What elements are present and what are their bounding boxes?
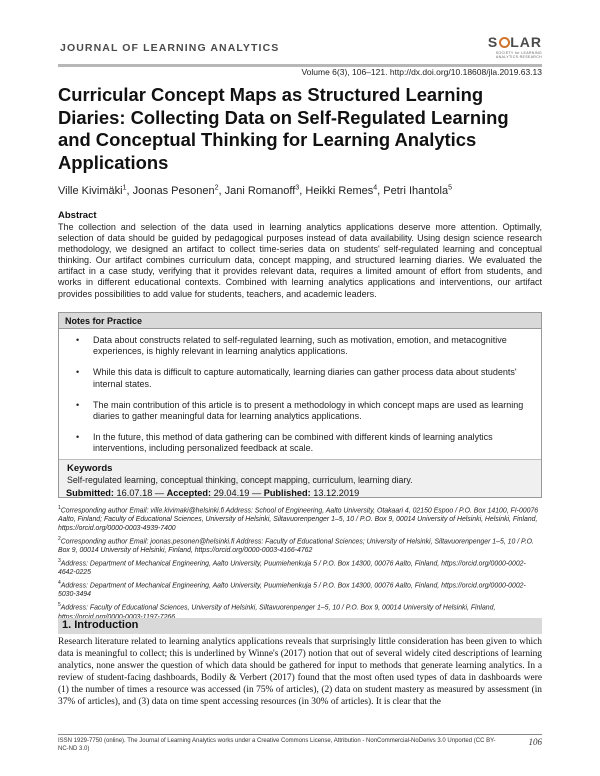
submitted-date: 16.07.18 [116, 488, 153, 498]
notes-heading-bar [59, 313, 541, 329]
footer-license: ISSN 1929-7750 (online). The Journal of Learning Analytics works under a Creative Commons License, Attribution - NonCommercial-NoDerivs 3.0 Unported (CC BY-NC-ND 3.0) [58, 738, 496, 752]
note-text: The main contribution of this article is to present a methodology in which concept maps are used as learning diaries to gather meaningful data for learning analytics applications. [93, 399, 524, 422]
footnote-marker: 3 [58, 558, 61, 565]
correspondence-item [58, 557, 542, 578]
logo-subtitle-line-2: ANALYTICS RESEARCH [495, 55, 542, 60]
author-name: Petri Ihantola [383, 184, 449, 197]
footer-divider [58, 734, 542, 735]
correspondence-text: Address: Department of Mechanical Engineering, Aalto University, Puumiehenkuja 5 / P.O. Box 14300, 00076 Aalto, Finland, https://orcid.org/0000-0002-4642-0225 [58, 560, 526, 577]
introduction-text: Research literature related to learning analytics applications reveals that surprisingly little consideration has been given to which data is meaningful to collect; this is underlined by Winne's (2017) notion that out of several widely cited descriptions of learning analytics, none answer the question of which data should be gathered for input to methods that generate learning analytics. In a review of student-facing dashboards, Bodily & Verbert (2017) found that the most often used types of data in dashboards were (1) the number of times a resource was accessed (in 75% of articles), (2) data on student mastery as measured by assessment (in 37% of articles), and (3) data on time spent accessing resources (in 30% of articles). It is clear that the [58, 637, 542, 707]
author-affil-sup: 3 [295, 184, 300, 191]
notes-heading: Notes for Practice [65, 316, 143, 326]
accepted-date: 29.04.19 [213, 488, 250, 498]
author-list [58, 184, 452, 197]
article-title: Curricular Concept Maps as Structured Learning Diaries: Collecting Data on Self-Regulated Learning and Conceptual Thinking for Learning Analytics Applications [58, 84, 509, 173]
author-name: Heikki Remes [305, 184, 374, 197]
bullet-icon: • [76, 399, 80, 410]
author-separator: , [377, 184, 384, 197]
logo-letter-s: S [487, 34, 499, 50]
published-label: Published: [263, 488, 311, 498]
list-item [75, 432, 535, 454]
submitted-label: Submitted: [66, 488, 114, 498]
footnote-marker: 4 [58, 580, 61, 587]
journal-header [58, 34, 542, 62]
notes-list [75, 335, 535, 465]
author-separator: , [299, 184, 306, 197]
author-4 [305, 185, 383, 197]
published-date: 13.12.2019 [313, 488, 360, 498]
correspondence-text: Corresponding author Email: ville.kivimaki@helsinki.fi Address: School of Engineering, Aalto University, Otakaari 4, 02150 Espoo / P.O. Box 14100, FI-00076 Aalto, Finland; Faculty of Educational Sciences, University of Helsinki, Siltavuorenpenger 1–5, 10 / P.O. Box 9, 00014 University of Helsinki, Helsinki, Finland, https://orcid.org/0000-0003-4939-7400 [58, 507, 539, 533]
list-item [75, 335, 535, 357]
logo-subtitle-line-1: SOCIETY for LEARNING [495, 51, 542, 55]
page-number: 106 [528, 737, 542, 747]
date-separator: — [154, 488, 165, 498]
solar-logo [482, 34, 542, 62]
author-name: Joonas Pesonen [132, 184, 215, 197]
keywords-heading: Keywords [67, 463, 113, 474]
notes-for-practice-box [58, 312, 542, 498]
logo-subtitle [496, 51, 542, 60]
correspondence-text: Address: Faculty of Educational Sciences, University of Helsinki, Siltavuorenpenger 1–5, 10 / P.O. Box 9, 00014 University of Helsinki, Finland, [60, 604, 496, 612]
logo-ring-icon [499, 37, 510, 48]
bullet-icon: • [76, 335, 80, 345]
note-text: While this data is difficult to capture automatically, learning diaries can gather process data about students' internal states. [93, 367, 517, 389]
author-2 [133, 185, 225, 197]
date-separator: — [251, 488, 262, 498]
correspondence-text: Corresponding author Email: joonas.pesonen@helsinki.fi Address: Faculty of Educational Sciences; University of Helsinki, Siltavuorenpenger 1–5, 10 / P.O. Box 9, 00014 University of Helsinki, Finland, https://orcid.org/0000-0003-4166-4762 [58, 538, 534, 555]
introduction-heading: 1. Introduction [62, 619, 139, 631]
author-1 [58, 185, 133, 197]
logo-letters-lar: LAR [510, 34, 542, 50]
logo-wordmark [488, 34, 542, 50]
accepted-label: Accepted: [166, 488, 212, 498]
footnote-marker: 2 [58, 536, 61, 543]
list-item [75, 400, 535, 422]
author-5 [383, 185, 452, 197]
author-affil-sup: 5 [448, 184, 452, 191]
bullet-icon: • [76, 432, 80, 443]
author-name: Ville Kivimäki [58, 184, 123, 197]
journal-name: JOURNAL OF LEARNING ANALYTICS [60, 42, 280, 54]
volume-doi: Volume 6(3), 106–121. http://dx.doi.org/10.18608/jla.2019.63.13 [301, 67, 542, 77]
abstract-heading: Abstract [58, 210, 97, 221]
footnote-marker: 5 [58, 602, 61, 609]
author-separator: , [218, 184, 225, 197]
author-affil-sup: 1 [122, 184, 127, 191]
footnote-marker: 1 [58, 505, 61, 511]
list-item [75, 367, 535, 389]
correspondence-item [58, 535, 542, 556]
abstract-text: The collection and selection of the data used in learning analytics applications deserve more attention. Optimally, selection of data should be guided by pedagogical purposes instead of data availability. Using design science research methodology, we designed an artifact to collect time-series data on students' self-regulated learning and conceptual thinking. Our artifact combines curriculum data, concept mapping, and structured learning diaries. We evaluated the artifact in a case study, verifying that it provides relevant data, requires a limited amount of effort from students, and works in different educational contexts. Combined with learning analytics applications and interventions, our artifact provides possibilities to add value for students, teachers, and academic leaders. [58, 222, 542, 299]
author-affil-sup: 2 [214, 184, 219, 191]
correspondence-text: Address: Department of Mechanical Engineering, Aalto University, Puumiehenkuja 5 / P.O. Box 14300, 00076 Aalto, Finland, https://orcid.org/0000-0002-5030-3494 [58, 582, 526, 599]
author-affil-sup: 4 [373, 184, 378, 191]
keywords-text: Self-regulated learning, conceptual thinking, concept mapping, curriculum, learning diary. [67, 475, 413, 485]
correspondence-item [58, 579, 542, 600]
introduction-heading-bar [58, 618, 542, 634]
publication-dates [66, 488, 359, 498]
author-name: Jani Romanoff [224, 184, 296, 197]
author-separator: , [126, 184, 133, 197]
note-text: In the future, this method of data gathering can be combined with different kinds of learning analytics interventions, including personalized feedback at scale. [93, 432, 493, 454]
correspondence-notes [58, 504, 542, 623]
bullet-icon: • [76, 367, 80, 378]
note-text: Data about constructs related to self-regulated learning, such as motivation, emotion, and metacognitive experiences, is highly relevant in learning analytics applications. [93, 335, 507, 357]
author-3 [225, 185, 306, 197]
correspondence-item [58, 504, 542, 534]
